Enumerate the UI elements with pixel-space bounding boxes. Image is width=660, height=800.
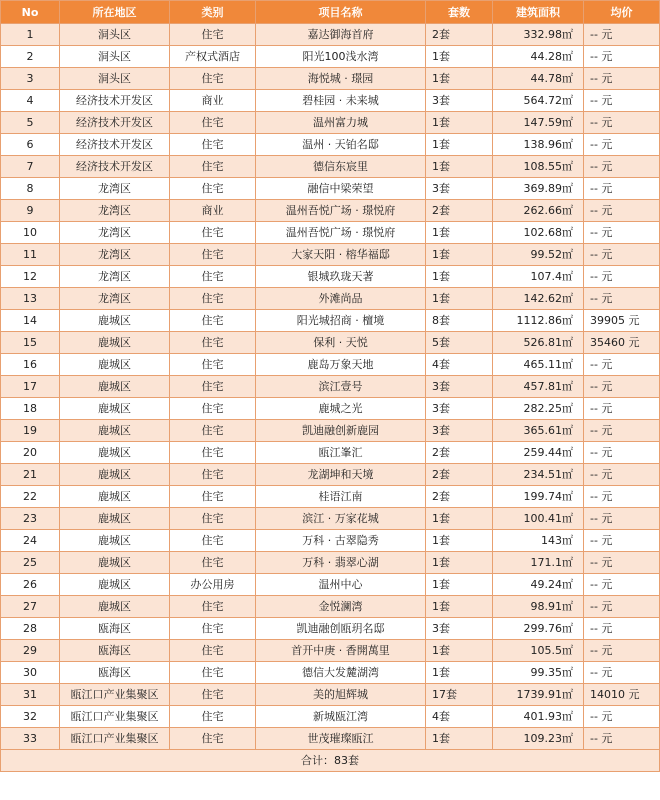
cell-type: 住宅: [170, 376, 256, 398]
cell-units: 5套: [426, 332, 493, 354]
cell-units: 2套: [426, 24, 493, 46]
cell-type: 住宅: [170, 596, 256, 618]
cell-price: -- 元: [584, 486, 660, 508]
cell-units: 1套: [426, 574, 493, 596]
table-body: [1, 24, 660, 750]
cell-price: 14010 元: [584, 684, 660, 706]
cell-no: 3: [1, 68, 60, 90]
cell-price: -- 元: [584, 508, 660, 530]
cell-no: 27: [1, 596, 60, 618]
cell-price: -- 元: [584, 266, 660, 288]
cell-district: 鹿城区: [60, 530, 170, 552]
cell-district: 瓯江口产业集聚区: [60, 706, 170, 728]
cell-project: 融信中梁荣望: [256, 178, 426, 200]
cell-area: 526.81㎡: [493, 332, 584, 354]
cell-area: 49.24㎡: [493, 574, 584, 596]
cell-no: 23: [1, 508, 60, 530]
cell-price: -- 元: [584, 200, 660, 222]
cell-price: -- 元: [584, 728, 660, 750]
cell-project: 首开中庚 · 香開萬里: [256, 640, 426, 662]
cell-project: 瓯江峯汇: [256, 442, 426, 464]
cell-no: 15: [1, 332, 60, 354]
cell-no: 33: [1, 728, 60, 750]
cell-type: 住宅: [170, 640, 256, 662]
table-row: [1, 640, 660, 662]
col-header-price: 均价: [584, 1, 660, 24]
cell-project: 滨江壹号: [256, 376, 426, 398]
cell-district: 鹿城区: [60, 310, 170, 332]
cell-units: 3套: [426, 376, 493, 398]
table-row: [1, 574, 660, 596]
cell-units: 3套: [426, 398, 493, 420]
cell-area: 142.62㎡: [493, 288, 584, 310]
cell-units: 1套: [426, 244, 493, 266]
table-row: [1, 596, 660, 618]
cell-price: -- 元: [584, 156, 660, 178]
total-row: [1, 750, 660, 772]
cell-project: 世茂璀璨瓯江: [256, 728, 426, 750]
cell-district: 鹿城区: [60, 398, 170, 420]
cell-units: 1套: [426, 530, 493, 552]
cell-area: 98.91㎡: [493, 596, 584, 618]
cell-no: 28: [1, 618, 60, 640]
cell-project: 大家天阳 · 榕华福邸: [256, 244, 426, 266]
table-row: [1, 46, 660, 68]
cell-type: 住宅: [170, 442, 256, 464]
cell-price: -- 元: [584, 596, 660, 618]
cell-project: 嘉达御海首府: [256, 24, 426, 46]
cell-type: 住宅: [170, 178, 256, 200]
cell-type: 住宅: [170, 618, 256, 640]
cell-no: 1: [1, 24, 60, 46]
cell-district: 鹿城区: [60, 420, 170, 442]
cell-area: 105.5㎡: [493, 640, 584, 662]
cell-units: 1套: [426, 46, 493, 68]
cell-units: 1套: [426, 728, 493, 750]
cell-area: 365.61㎡: [493, 420, 584, 442]
cell-units: 1套: [426, 266, 493, 288]
cell-area: 564.72㎡: [493, 90, 584, 112]
table-row: [1, 354, 660, 376]
cell-no: 24: [1, 530, 60, 552]
cell-units: 1套: [426, 552, 493, 574]
cell-no: 21: [1, 464, 60, 486]
cell-units: 3套: [426, 90, 493, 112]
cell-district: 鹿城区: [60, 376, 170, 398]
cell-project: 鹿岛万象天地: [256, 354, 426, 376]
cell-area: 44.28㎡: [493, 46, 584, 68]
table-row: [1, 266, 660, 288]
cell-type: 住宅: [170, 24, 256, 46]
cell-project: 德信东宸里: [256, 156, 426, 178]
cell-project: 碧桂园 · 未来城: [256, 90, 426, 112]
cell-project: 温州吾悦广场 · 璟悦府: [256, 200, 426, 222]
cell-price: -- 元: [584, 222, 660, 244]
cell-area: 99.35㎡: [493, 662, 584, 684]
cell-project: 外滩尚品: [256, 288, 426, 310]
cell-price: -- 元: [584, 178, 660, 200]
cell-type: 产权式酒店: [170, 46, 256, 68]
cell-project: 凯迪融创瓯玥名邸: [256, 618, 426, 640]
table-row: [1, 68, 660, 90]
cell-district: 龙湾区: [60, 222, 170, 244]
cell-type: 住宅: [170, 530, 256, 552]
cell-area: 147.59㎡: [493, 112, 584, 134]
cell-area: 465.11㎡: [493, 354, 584, 376]
table-row: [1, 376, 660, 398]
cell-no: 31: [1, 684, 60, 706]
cell-price: -- 元: [584, 574, 660, 596]
table-row: [1, 618, 660, 640]
table-row: [1, 244, 660, 266]
cell-project: 保利 · 天悦: [256, 332, 426, 354]
cell-district: 洞头区: [60, 46, 170, 68]
cell-no: 9: [1, 200, 60, 222]
cell-units: 3套: [426, 178, 493, 200]
cell-no: 13: [1, 288, 60, 310]
cell-no: 8: [1, 178, 60, 200]
cell-district: 龙湾区: [60, 178, 170, 200]
table-row: [1, 398, 660, 420]
cell-project: 美的旭辉城: [256, 684, 426, 706]
col-header-no: No: [1, 1, 60, 24]
cell-project: 滨江 · 万家花城: [256, 508, 426, 530]
cell-type: 住宅: [170, 68, 256, 90]
table-row: [1, 684, 660, 706]
table-row: [1, 552, 660, 574]
cell-area: 332.98㎡: [493, 24, 584, 46]
table-row: [1, 112, 660, 134]
cell-district: 经济技术开发区: [60, 134, 170, 156]
table-row: [1, 662, 660, 684]
cell-area: 143㎡: [493, 530, 584, 552]
cell-type: 住宅: [170, 728, 256, 750]
cell-units: 1套: [426, 662, 493, 684]
cell-units: 1套: [426, 134, 493, 156]
cell-area: 138.96㎡: [493, 134, 584, 156]
cell-project: 温州中心: [256, 574, 426, 596]
cell-type: 住宅: [170, 244, 256, 266]
col-header-type: 类别: [170, 1, 256, 24]
cell-units: 1套: [426, 596, 493, 618]
table-row: [1, 486, 660, 508]
cell-project: 凯迪融创新鹿园: [256, 420, 426, 442]
cell-units: 1套: [426, 288, 493, 310]
cell-district: 瓯海区: [60, 662, 170, 684]
cell-area: 299.76㎡: [493, 618, 584, 640]
cell-type: 住宅: [170, 508, 256, 530]
total-label: 合计：83套: [1, 750, 660, 772]
cell-district: 鹿城区: [60, 574, 170, 596]
cell-area: 100.41㎡: [493, 508, 584, 530]
cell-units: 2套: [426, 486, 493, 508]
cell-type: 住宅: [170, 288, 256, 310]
cell-units: 1套: [426, 640, 493, 662]
cell-price: -- 元: [584, 24, 660, 46]
cell-price: -- 元: [584, 354, 660, 376]
cell-district: 鹿城区: [60, 552, 170, 574]
cell-price: -- 元: [584, 640, 660, 662]
cell-no: 25: [1, 552, 60, 574]
cell-type: 住宅: [170, 354, 256, 376]
cell-no: 2: [1, 46, 60, 68]
cell-area: 44.78㎡: [493, 68, 584, 90]
cell-price: -- 元: [584, 112, 660, 134]
cell-project: 金悦澜湾: [256, 596, 426, 618]
cell-type: 住宅: [170, 112, 256, 134]
cell-area: 199.74㎡: [493, 486, 584, 508]
cell-type: 住宅: [170, 398, 256, 420]
table-row: [1, 310, 660, 332]
cell-no: 26: [1, 574, 60, 596]
table-row: [1, 508, 660, 530]
cell-district: 鹿城区: [60, 442, 170, 464]
cell-area: 108.55㎡: [493, 156, 584, 178]
cell-units: 4套: [426, 706, 493, 728]
cell-area: 1739.91㎡: [493, 684, 584, 706]
cell-units: 2套: [426, 200, 493, 222]
cell-no: 4: [1, 90, 60, 112]
cell-no: 12: [1, 266, 60, 288]
cell-no: 14: [1, 310, 60, 332]
table-row: [1, 464, 660, 486]
cell-price: -- 元: [584, 376, 660, 398]
cell-type: 住宅: [170, 464, 256, 486]
cell-no: 29: [1, 640, 60, 662]
cell-district: 洞头区: [60, 24, 170, 46]
cell-no: 10: [1, 222, 60, 244]
cell-area: 234.51㎡: [493, 464, 584, 486]
cell-price: -- 元: [584, 530, 660, 552]
cell-units: 1套: [426, 156, 493, 178]
cell-price: -- 元: [584, 662, 660, 684]
cell-type: 住宅: [170, 134, 256, 156]
cell-project: 温州 · 天铂名邸: [256, 134, 426, 156]
cell-price: -- 元: [584, 244, 660, 266]
cell-project: 万科 · 翡翠心湖: [256, 552, 426, 574]
cell-no: 7: [1, 156, 60, 178]
cell-project: 海悦城 · 璟园: [256, 68, 426, 90]
table-row: [1, 706, 660, 728]
cell-area: 369.89㎡: [493, 178, 584, 200]
cell-district: 经济技术开发区: [60, 112, 170, 134]
cell-units: 1套: [426, 508, 493, 530]
cell-units: 17套: [426, 684, 493, 706]
cell-district: 洞头区: [60, 68, 170, 90]
cell-no: 5: [1, 112, 60, 134]
cell-area: 99.52㎡: [493, 244, 584, 266]
cell-units: 1套: [426, 68, 493, 90]
cell-type: 住宅: [170, 266, 256, 288]
cell-project: 鹿城之光: [256, 398, 426, 420]
cell-area: 171.1㎡: [493, 552, 584, 574]
cell-price: -- 元: [584, 464, 660, 486]
cell-price: -- 元: [584, 134, 660, 156]
cell-price: -- 元: [584, 90, 660, 112]
table-row: [1, 728, 660, 750]
cell-district: 龙湾区: [60, 244, 170, 266]
cell-district: 龙湾区: [60, 200, 170, 222]
cell-price: -- 元: [584, 398, 660, 420]
cell-project: 银城玖珑天著: [256, 266, 426, 288]
cell-area: 1112.86㎡: [493, 310, 584, 332]
cell-district: 瓯海区: [60, 618, 170, 640]
table-row: [1, 530, 660, 552]
cell-district: 鹿城区: [60, 596, 170, 618]
cell-type: 住宅: [170, 332, 256, 354]
col-header-units: 套数: [426, 1, 493, 24]
cell-area: 109.23㎡: [493, 728, 584, 750]
cell-units: 3套: [426, 618, 493, 640]
table-row: [1, 200, 660, 222]
col-header-project: 项目名称: [256, 1, 426, 24]
cell-no: 22: [1, 486, 60, 508]
cell-price: -- 元: [584, 442, 660, 464]
table-row: [1, 90, 660, 112]
cell-district: 鹿城区: [60, 508, 170, 530]
cell-area: 262.66㎡: [493, 200, 584, 222]
cell-price: -- 元: [584, 552, 660, 574]
cell-no: 30: [1, 662, 60, 684]
cell-type: 住宅: [170, 310, 256, 332]
cell-price: -- 元: [584, 618, 660, 640]
cell-no: 20: [1, 442, 60, 464]
col-header-area: 建筑面积: [493, 1, 584, 24]
table-row: [1, 420, 660, 442]
cell-no: 16: [1, 354, 60, 376]
cell-type: 住宅: [170, 706, 256, 728]
cell-type: 商业: [170, 90, 256, 112]
cell-district: 瓯江口产业集聚区: [60, 728, 170, 750]
cell-project: 阳光城招商 · 檀境: [256, 310, 426, 332]
cell-project: 万科 · 古翠隐秀: [256, 530, 426, 552]
cell-units: 4套: [426, 354, 493, 376]
cell-no: 11: [1, 244, 60, 266]
cell-price: -- 元: [584, 46, 660, 68]
cell-units: 2套: [426, 464, 493, 486]
cell-project: 阳光100浅水湾: [256, 46, 426, 68]
cell-type: 办公用房: [170, 574, 256, 596]
cell-project: 温州富力城: [256, 112, 426, 134]
cell-units: 2套: [426, 442, 493, 464]
cell-area: 457.81㎡: [493, 376, 584, 398]
cell-area: 107.4㎡: [493, 266, 584, 288]
cell-price: -- 元: [584, 288, 660, 310]
cell-district: 瓯海区: [60, 640, 170, 662]
cell-area: 259.44㎡: [493, 442, 584, 464]
cell-type: 住宅: [170, 420, 256, 442]
cell-type: 住宅: [170, 222, 256, 244]
cell-district: 鹿城区: [60, 332, 170, 354]
cell-price: -- 元: [584, 706, 660, 728]
cell-project: 龙湖坤和天境: [256, 464, 426, 486]
table-row: [1, 222, 660, 244]
cell-price: -- 元: [584, 420, 660, 442]
cell-type: 住宅: [170, 684, 256, 706]
cell-project: 温州吾悦广场 · 璟悦府: [256, 222, 426, 244]
cell-type: 商业: [170, 200, 256, 222]
cell-price: 39905 元: [584, 310, 660, 332]
cell-no: 17: [1, 376, 60, 398]
cell-district: 龙湾区: [60, 266, 170, 288]
table-row: [1, 332, 660, 354]
cell-units: 1套: [426, 222, 493, 244]
cell-district: 经济技术开发区: [60, 156, 170, 178]
cell-type: 住宅: [170, 552, 256, 574]
cell-district: 鹿城区: [60, 354, 170, 376]
cell-no: 19: [1, 420, 60, 442]
table-row: [1, 178, 660, 200]
cell-no: 18: [1, 398, 60, 420]
table-row: [1, 288, 660, 310]
cell-type: 住宅: [170, 486, 256, 508]
cell-units: 8套: [426, 310, 493, 332]
table-row: [1, 134, 660, 156]
cell-price: 35460 元: [584, 332, 660, 354]
cell-type: 住宅: [170, 156, 256, 178]
cell-area: 102.68㎡: [493, 222, 584, 244]
cell-area: 401.93㎡: [493, 706, 584, 728]
cell-district: 鹿城区: [60, 464, 170, 486]
cell-district: 瓯江口产业集聚区: [60, 684, 170, 706]
cell-no: 6: [1, 134, 60, 156]
cell-project: 新城瓯江湾: [256, 706, 426, 728]
header-row: [1, 1, 660, 24]
cell-area: 282.25㎡: [493, 398, 584, 420]
cell-district: 经济技术开发区: [60, 90, 170, 112]
col-header-district: 所在地区: [60, 1, 170, 24]
cell-district: 鹿城区: [60, 486, 170, 508]
cell-price: -- 元: [584, 68, 660, 90]
table-row: [1, 24, 660, 46]
cell-units: 1套: [426, 112, 493, 134]
cell-type: 住宅: [170, 662, 256, 684]
cell-no: 32: [1, 706, 60, 728]
cell-district: 龙湾区: [60, 288, 170, 310]
cell-project: 桂语江南: [256, 486, 426, 508]
cell-project: 德信大发麓湖湾: [256, 662, 426, 684]
table-row: [1, 442, 660, 464]
table-row: [1, 156, 660, 178]
cell-units: 3套: [426, 420, 493, 442]
